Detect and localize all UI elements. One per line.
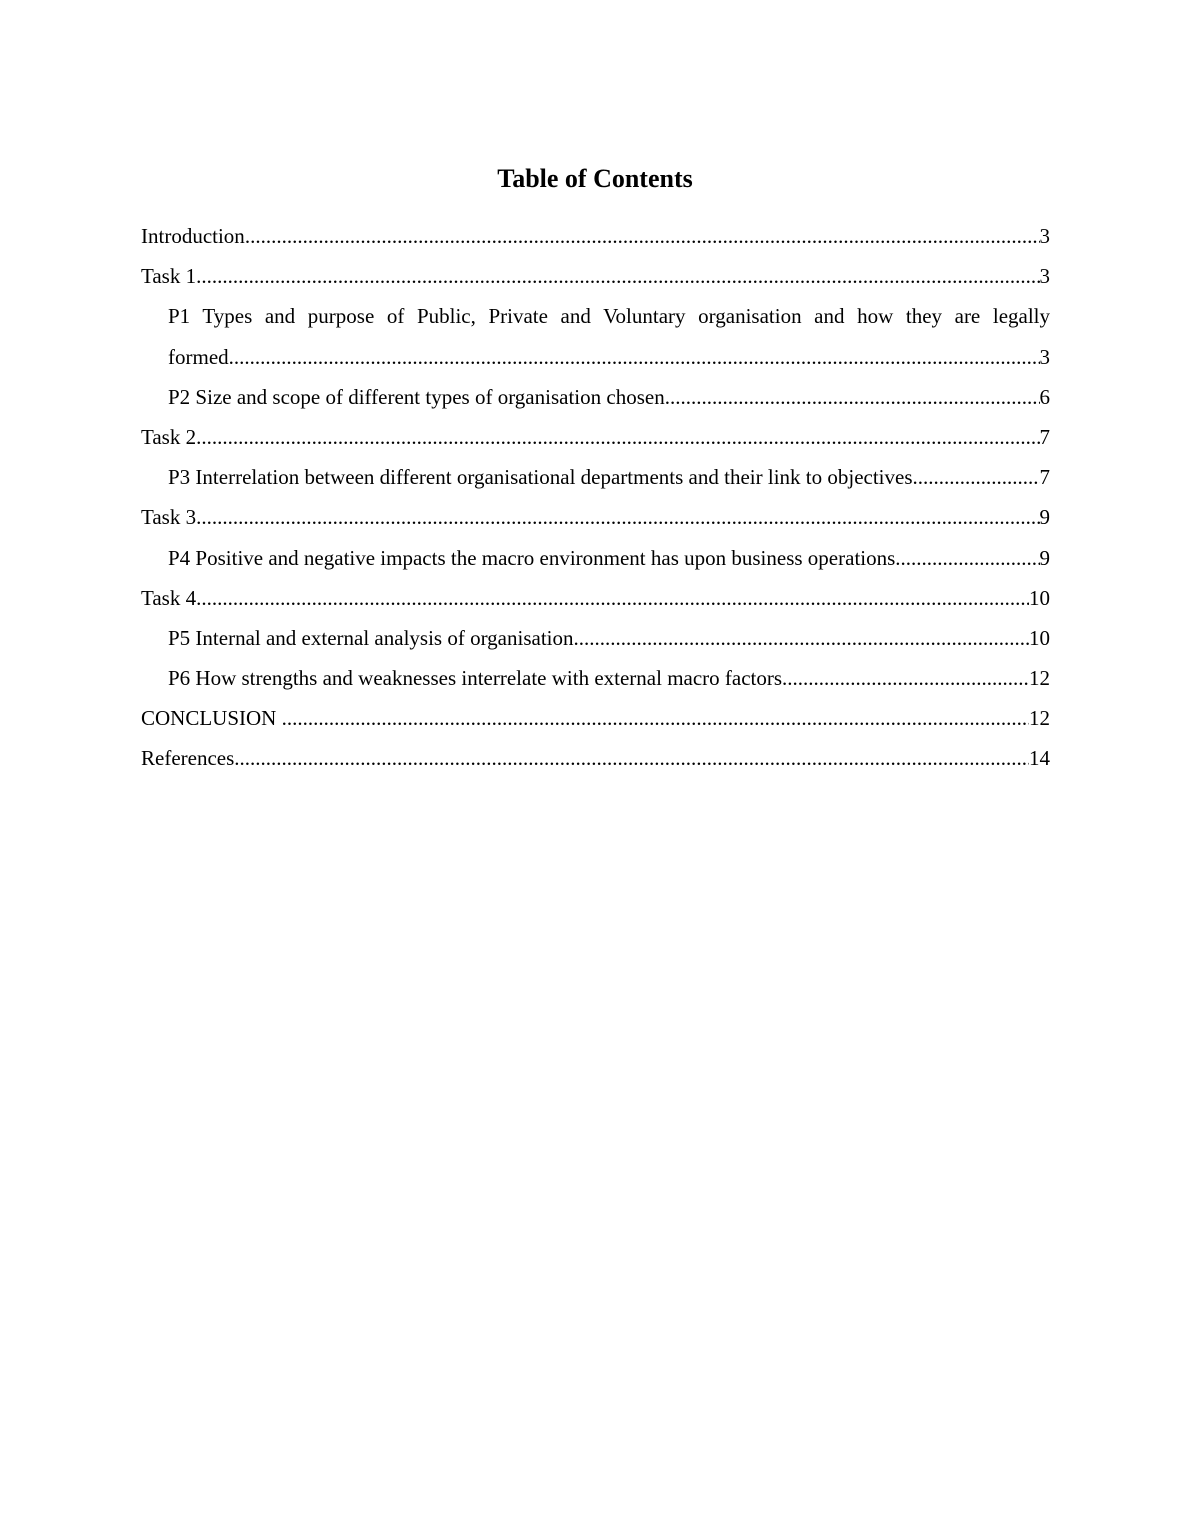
toc-entry-label: Task 4	[141, 585, 197, 610]
toc-dot-leader	[282, 698, 1029, 738]
toc-dot-leader	[196, 417, 1039, 457]
toc-page-number: 12	[1029, 666, 1050, 691]
toc-page-number: 12	[1029, 706, 1050, 731]
toc-page-number: 3	[1039, 224, 1050, 248]
toc-entry-label: References	[141, 746, 235, 771]
toc-entry-p3[interactable]	[141, 457, 1050, 497]
toc-entry-p4[interactable]	[141, 538, 1050, 578]
toc-page-number: 6	[1039, 384, 1050, 409]
toc-entry-task-4[interactable]	[141, 578, 1050, 618]
toc-dot-leader	[574, 618, 1029, 658]
toc-entry-label: formed	[168, 344, 229, 369]
toc-entry-task-2[interactable]	[141, 417, 1050, 457]
toc-entry-conclusion[interactable]	[141, 698, 1050, 738]
toc-page-number: 9	[1039, 545, 1050, 570]
toc-entry-p1[interactable]	[141, 337, 1050, 377]
toc-entry-label: P6 How strengths and weaknesses interrelate with external macro factors	[168, 666, 783, 691]
toc-page-number: 10	[1029, 585, 1050, 610]
toc-page-number: 3	[1039, 344, 1050, 369]
toc-entry-label: Task 2	[141, 424, 197, 449]
toc-entry-references[interactable]	[141, 738, 1050, 778]
toc-entry-label: P1 Types and purpose of Public, Private and Voluntary organisation and how they are legally	[168, 304, 1050, 329]
toc-entry-introduction[interactable]	[141, 216, 1050, 256]
toc-entry-p5[interactable]	[141, 618, 1050, 658]
toc-entry-label: Task 3	[141, 505, 197, 530]
toc-entry-label: Task 1	[141, 264, 197, 289]
toc-entry-label: P5 Internal and external analysis of organisation	[168, 625, 574, 650]
toc-page-number: 9	[1039, 505, 1050, 530]
toc-title: Table of Contents	[497, 164, 693, 193]
toc-entry-label: Introduction	[141, 224, 245, 248]
toc-entry-p2[interactable]	[141, 377, 1050, 417]
toc-dot-leader	[196, 497, 1039, 537]
toc-dot-leader	[895, 538, 1039, 578]
toc-page-number: 3	[1039, 264, 1050, 289]
toc-entry-label: P2 Size and scope of different types of organisation chosen	[168, 384, 665, 409]
toc-dot-leader	[234, 738, 1029, 778]
toc-entry-task-1[interactable]	[141, 256, 1050, 296]
toc-dot-leader	[913, 457, 1040, 497]
toc-dot-leader	[245, 216, 1040, 256]
toc-page-number: 10	[1029, 625, 1050, 650]
toc-page-number: 7	[1039, 424, 1050, 449]
toc-entry-label: CONCLUSION	[141, 706, 282, 731]
toc-dot-leader	[665, 377, 1040, 417]
toc-entry-p1-line1[interactable]	[141, 296, 1050, 336]
toc-entry-label: P3 Interrelation between different organisational departments and their link to objectives	[168, 465, 913, 490]
toc-dot-leader	[229, 337, 1040, 377]
toc-entry-task-3[interactable]	[141, 497, 1050, 537]
toc-dot-leader	[782, 658, 1029, 698]
toc-page-number: 7	[1039, 465, 1050, 490]
toc-list	[141, 216, 1050, 779]
toc-entry-label: P4 Positive and negative impacts the macro environment has upon business operations	[168, 545, 896, 570]
toc-entry-p6[interactable]	[141, 658, 1050, 698]
toc-page-number: 14	[1029, 746, 1050, 771]
toc-dot-leader	[196, 578, 1029, 618]
toc-dot-leader	[196, 256, 1039, 296]
